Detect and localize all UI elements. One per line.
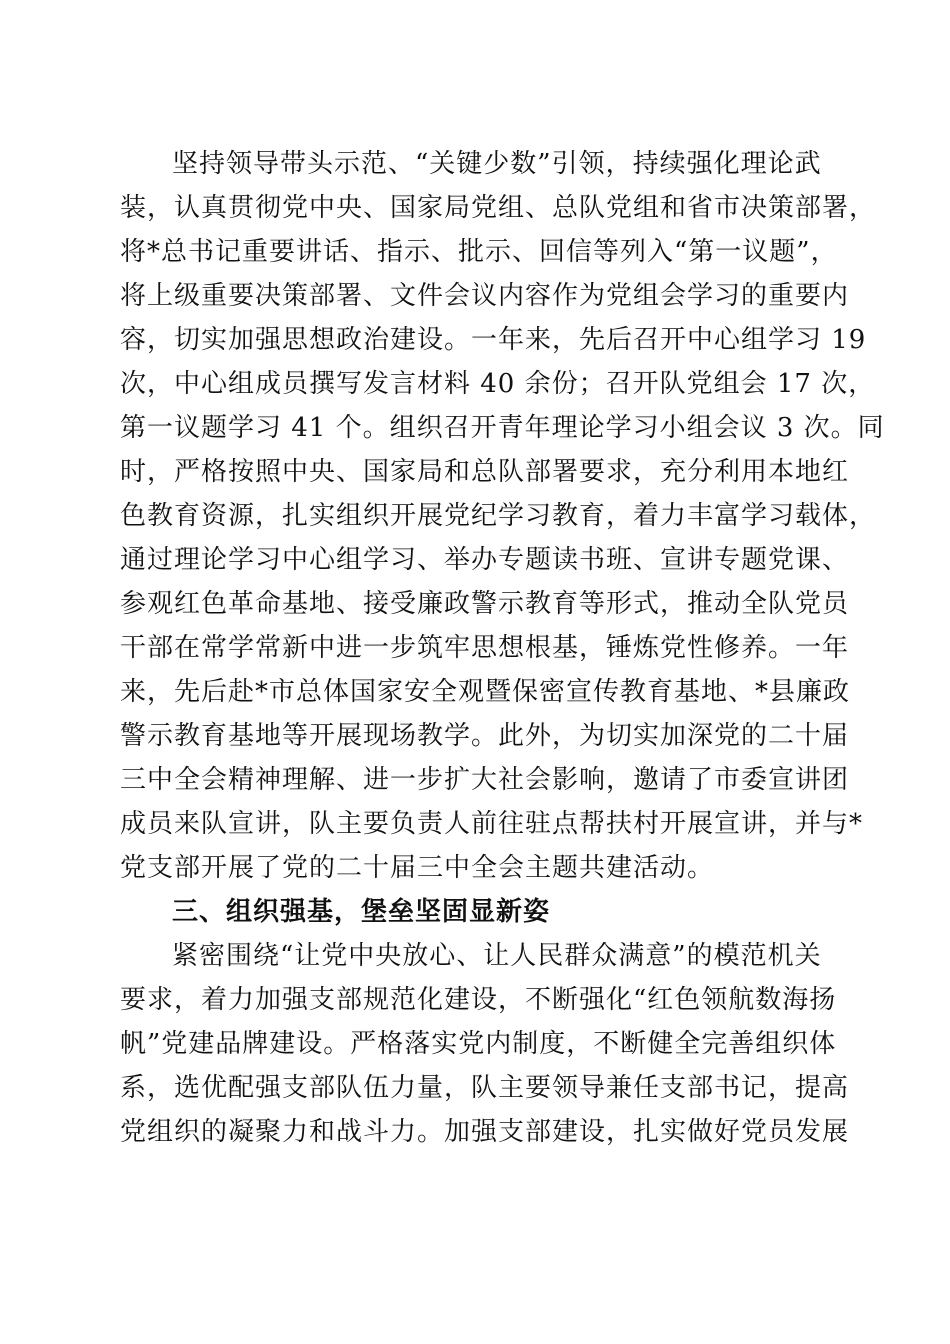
paragraph-line: 党支部开展了党的二十届三中全会主题共建活动。 — [120, 853, 715, 883]
paragraph-line: 参观红色革命基地、接受廉政警示教育等形式，推动全队党员 — [120, 589, 850, 619]
paragraph-line: 容，切实加强思想政治建设。一年来，先后召开中心组学习 19 — [120, 325, 867, 355]
paragraph-line: 帆”党建品牌建设。严格落实党内制度，不断健全完善组织体 — [120, 1029, 837, 1059]
paragraph-line: 成员来队宣讲，队主要负责人前往驻点帮扶村开展宣讲，并与* — [120, 809, 864, 839]
section-heading: 三、组织强基，堡垒坚固显新姿 — [172, 897, 551, 927]
paragraph-line: 紧密围绕“让党中央放心、让人民群众满意”的模范机关 — [172, 941, 822, 971]
paragraph-line: 干部在常学常新中进一步筑牢思想根基，锤炼党性修养。一年 — [120, 633, 850, 663]
paragraph-line: 将上级重要决策部署、文件会议内容作为党组会学习的重要内 — [120, 281, 850, 311]
paragraph-line: 系，选优配强支部队伍力量，队主要领导兼任支部书记，提高 — [120, 1073, 850, 1103]
paragraph-line: 来，先后赴*市总体国家安全观暨保密宣传教育基地、*县廉政 — [120, 677, 851, 707]
paragraph-line: 党组织的凝聚力和战斗力。加强支部建设，扎实做好党员发展 — [120, 1117, 850, 1147]
paragraph-line: 通过理论学习中心组学习、举办专题读书班、宣讲专题党课、 — [120, 545, 850, 575]
paragraph-line: 色教育资源，扎实组织开展党纪学习教育，着力丰富学习载体， — [120, 501, 877, 531]
paragraph-line: 装，认真贯彻党中央、国家局党组、总队党组和省市决策部署， — [120, 193, 877, 223]
paragraph-line: 时，严格按照中央、国家局和总队部署要求，充分利用本地红 — [120, 457, 850, 487]
paragraph-line: 第一议题学习 41 个。组织召开青年理论学习小组会议 3 次。同 — [120, 413, 885, 443]
paragraph-line: 三中全会精神理解、进一步扩大社会影响，邀请了市委宣讲团 — [120, 765, 850, 795]
paragraph-line: 要求，着力加强支部规范化建设，不断强化“红色领航数海扬 — [120, 985, 837, 1015]
paragraph-line: 将*总书记重要讲话、指示、批示、回信等列入“第一议题”， — [120, 237, 838, 267]
paragraph-line: 次，中心组成员撰写发言材料 40 余份；召开队党组会 17 次， — [120, 369, 876, 399]
paragraph-line: 警示教育基地等开展现场教学。此外，为切实加深党的二十届 — [120, 721, 850, 751]
paragraph-line: 坚持领导带头示范、“关键少数”引领，持续强化理论武 — [172, 149, 822, 179]
